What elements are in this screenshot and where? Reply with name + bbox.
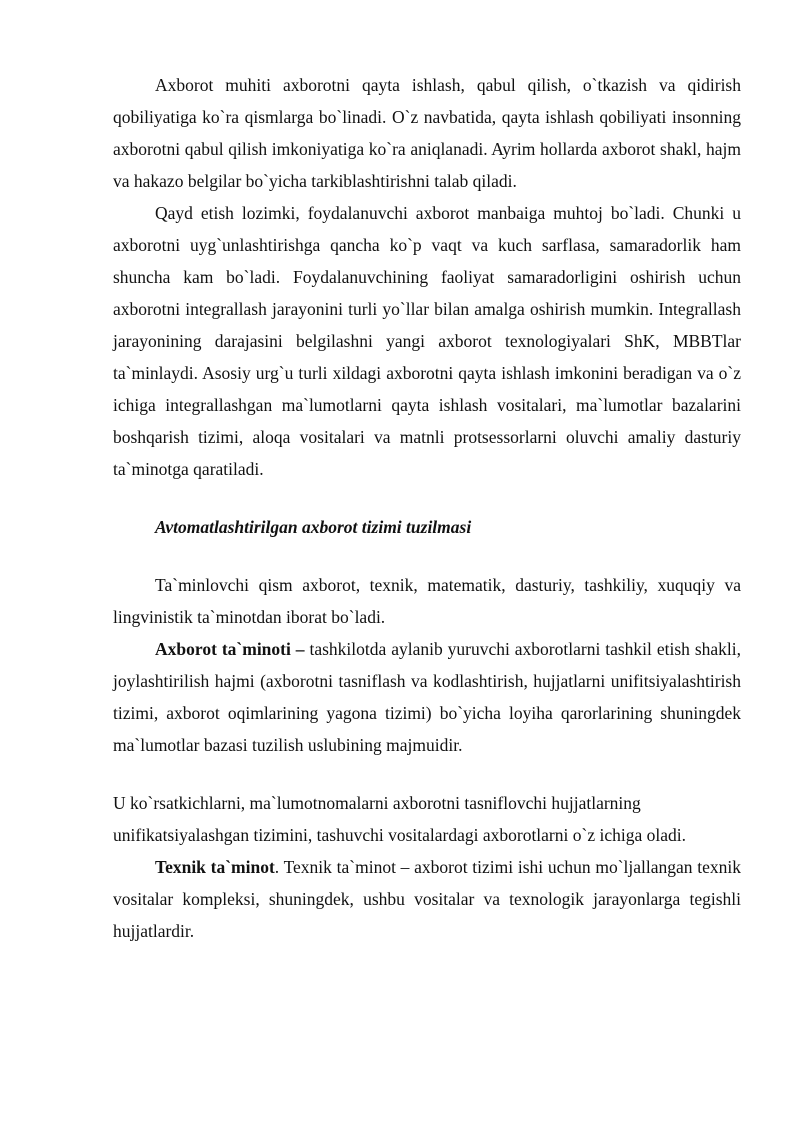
paragraph-supporting-part: Ta`minlovchi qism axborot, texnik, matematik, dasturiy, tashkiliy, xuquqiy va lingvinistik ta`minotdan iborat bo`ladi.: [113, 575, 741, 627]
term-information-support: Axborot ta`minoti –: [155, 639, 305, 659]
paragraph-indicators-line-2: unifikatsiyalashgan tizimini, tashuvchi vositalardagi axborotlarni o`z ichiga oladi.: [113, 825, 686, 845]
paragraph-indicators-line-1: U ko`rsatkichlarni, ma`lumotnomalarni axborotni tasniflovchi hujjatlarning: [113, 793, 641, 813]
paragraph-information-support: [113, 633, 741, 761]
definition-information-support: tashkilotda aylanib yuruvchi axborotlarni tashkil etish shakli, joylashtirilish hajmi (axborotni tasniflash va kodlashtirish, hujjatlarni unifitsiyalashtirish tizimi, axborot oqimlarining yagona tizimi) bo`yicha loyiha qarorlarining shuningdek ma`lumotlar bazasi tuzilish uslubining majmuidir.: [113, 639, 742, 755]
definition-technical-support: . Texnik ta`minot – axborot tizimi ishi uchun mo`ljallangan texnik vositalar kompleksi, shuningdek, ushbu vositalar va texnologik jarayonlarga tegishli hujjatlardir.: [113, 857, 741, 941]
section-heading: Avtomatlashtirilgan axborot tizimi tuzilmasi: [155, 517, 472, 537]
paragraph-indicators: [113, 787, 741, 851]
paragraph-user-needs: Qayd etish lozimki, foydalanuvchi axborot manbaiga muhtoj bo`ladi. Chunki u axborotni uyg`unlashtirishga qancha ko`p vaqt va kuch sarflasa, samaradorlik ham shuncha kam bo`ladi. Foydalanuvchining faoliyat samaradorligini oshirish uchun axborotni integrallash jarayonini turli yo`llar bilan amalga oshirish mumkin. Integrallash jarayonining darajasini belgilashni yangi axborot texnologiyalari ShK, MBBTlar ta`minlaydi. Asosiy urg`u turli xildagi axborotni qayta ishlash imkonini beradigan va o`z ichiga integrallashgan ma`lumotlarni qayta ishlash vositalari, ma`lumotlar bazalarini boshqarish tizimi, aloqa vositalari va matnli protsessorlarni oluvchi amaliy dasturiy ta`minotga qaratiladi.: [113, 203, 741, 479]
paragraph-information-environment: Axborot muhiti axborotni qayta ishlash, qabul qilish, o`tkazish va qidirish qobiliyatiga ko`ra qismlarga bo`linadi. O`z navbatida, qayta ishlash qobiliyati insonning axborotni qabul qilish imkoniyatiga ko`ra aniqlanadi. Ayrim hollarda axborot shakl, hajm va hakazo belgilar bo`yicha tarkiblashtirishni talab qiladi.: [113, 75, 741, 191]
paragraph-technical-support: [113, 851, 741, 947]
document-page: [113, 69, 741, 947]
term-technical-support: Texnik ta`minot: [155, 857, 275, 877]
